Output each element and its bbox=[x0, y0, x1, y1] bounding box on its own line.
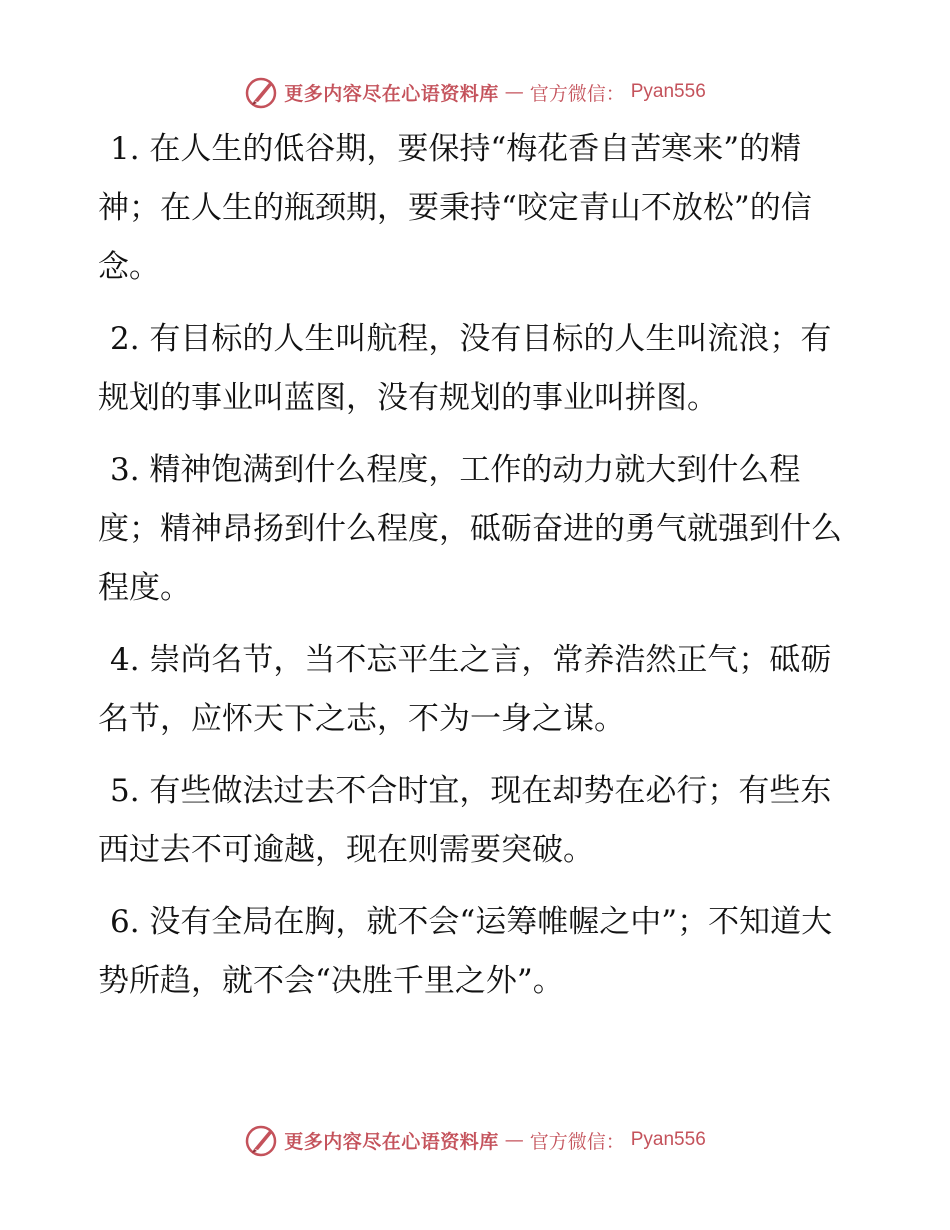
brand-text: 更多内容尽在心语资料库 bbox=[284, 82, 499, 105]
quill-pen-icon bbox=[244, 1123, 278, 1157]
quote-item-3: 3. 精神饱满到什么程度，工作的动力就大到什么程度；精神昂扬到什么程度，砥砺奋进的勇气就强到什么程度。 bbox=[98, 452, 842, 606]
separator-text: — bbox=[504, 1129, 524, 1151]
footer-watermark bbox=[0, 1120, 950, 1160]
quote-list bbox=[98, 120, 850, 1024]
contact-label: 官方微信： bbox=[529, 1130, 625, 1153]
quote-item-4: 4. 崇尚名节，当不忘平生之言，常养浩然正气；砥砺名节，应怀天下之志，不为一身之谋。 bbox=[98, 642, 832, 737]
header-watermark bbox=[0, 72, 950, 112]
quote-item-2: 2. 有目标的人生叫航程，没有目标的人生叫流浪；有规划的事业叫蓝图，没有规划的事业叫拼图。 bbox=[98, 321, 832, 416]
quote-item-5: 5. 有些做法过去不合时宜，现在却势在必行；有些东西过去不可逾越，现在则需要突破。 bbox=[98, 773, 832, 868]
wechat-handle: Pyan556 bbox=[630, 81, 706, 102]
separator-text: — bbox=[504, 81, 524, 103]
quill-pen-icon bbox=[244, 75, 278, 109]
brand-text: 更多内容尽在心语资料库 bbox=[284, 1130, 499, 1153]
wechat-handle: Pyan556 bbox=[630, 1129, 706, 1150]
quote-item-6: 6. 没有全局在胸，就不会“运筹帷幄之中”；不知道大势所趋，就不会“决胜千里之外”。 bbox=[98, 904, 833, 999]
quote-item-1: 1. 在人生的低谷期，要保持“梅花香自苦寒来”的精神；在人生的瓶颈期，要秉持“咬定青山不放松”的信念。 bbox=[98, 131, 812, 285]
contact-label: 官方微信： bbox=[529, 82, 625, 105]
